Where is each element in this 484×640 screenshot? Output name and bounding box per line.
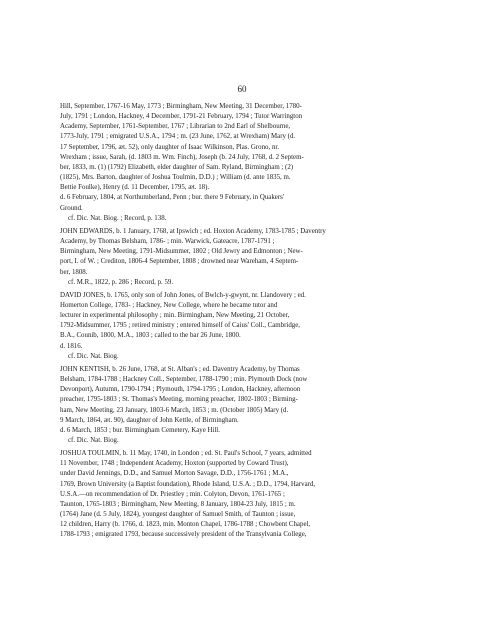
entry-line: 1769, Brown University (a Baptist foundation), Rhode Island, U.S.A. ; D.D., 1794, Harvard, <box>60 480 316 488</box>
entry-line: Homerton College, 1783- ; Hackney, New College, where he became tutor and <box>60 301 278 309</box>
entry-reference: cf. Dic. Nat. Biog. <box>68 437 119 444</box>
entry-kentish <box>60 365 424 446</box>
entry-line: Devonport), Autumn, 1790-1794 ; Plymouth, 1794-1795 ; London, Hackney, afternoon <box>60 386 301 394</box>
entry-edwards <box>60 227 424 288</box>
entry-line: Ground. <box>60 204 83 212</box>
entry-line: Hill, September, 1767-16 May, 1773 ; Birmingham, New Meeting, 31 December, 1780- <box>60 103 302 110</box>
entry-line: Wrexham ; issue, Sarah, (d. 1803 m. Wm. Finch), Joseph (b. 24 July, 1768, d. 2 Septem- <box>60 153 304 161</box>
entry-line: B.A., Counib, 1800, M.A., 1803 ; called to the bar 26 June, 1800. <box>60 332 241 340</box>
entry-line: 17 September, 1796, æt. 52), only daughter of Isaac Wilkinson, Plas. Grono, nr. <box>60 143 280 151</box>
page-number: 60 <box>237 84 247 94</box>
entry-toulmin <box>60 449 424 540</box>
entry-line: July, 1791 ; London, Hackney, 4 December, 1791-21 February, 1794 ; Tutor Warrington <box>60 113 303 121</box>
entry-line: d. 1816. <box>60 342 83 350</box>
entry-line: Academy, by Thomas Belsham, 1786- ; min. Warwick, Gateacre, 1787-1791 ; <box>60 238 275 246</box>
entry-line: port, I. of W. ; Crediton, 1806-4 September, 1808 ; drowned near Wareham, 4 Septem- <box>60 258 299 266</box>
entry-line: (1764) Jane (d. 5 July, 1824), youngest daughter of Samuel Smith, of Taunton ; issue, <box>60 511 296 519</box>
entry-line: preacher, 1795-1803 ; St. Thomas's Meeting, morning preacher, 1802-1803 ; Birming- <box>60 396 298 404</box>
entry-reference: cf. Dic. Nat. Biog. <box>68 352 119 360</box>
entry-line: 1788-1793 ; emigrated 1793, because successively president of the Transylvania College, <box>60 531 307 539</box>
entry-line: (1825), Mrs. Barton, daughter of Joshua Toulmin, D.D.) ; William (d. ante 1835, m. <box>60 174 291 182</box>
entry-line: U.S.A.—on recommendation of Dr. Priestley ; min. Colyton, Devon, 1761-1765 ; <box>60 490 285 498</box>
entry-line: JOHN KENTISH, b. 26 June, 1768, at St. Alban's ; ed. Daventry Academy, by Thomas <box>60 365 300 373</box>
entry-reference: cf. M.R., 1822, p. 286 ; Record, p. 59. <box>68 278 174 286</box>
entry-line: ham, New Meeting, 23 January, 1803-6 March, 1853 ; m. (October 1805) Mary (d. <box>60 406 289 414</box>
entry-line: Taunton, 1765-1803 ; Birmingham, New Meeting, 8 January, 1804-23 July, 1815 ; m. <box>60 500 296 508</box>
entry-reference: cf. Dic. Nat. Biog. ; Record, p. 138. <box>68 214 167 222</box>
entry-line: Birmingham, New Meeting, 1791-Midsummer, 1802 ; Old Jewry and Edmonton ; New- <box>60 248 303 256</box>
entry-line: 12 children, Harry (b. 1766, d. 1823, min. Monton Chapel, 1786-1788 ; Chowbent Chapel, <box>60 521 311 529</box>
entry-line: under David Jennings, D.D., and Samuel Morton Savage, D.D., 1756-1761 ; M.A., <box>60 470 289 478</box>
entry-line: Belsham, 1784-1788 ; Hackney Coll., September, 1788-1790 ; min. Plymouth Dock (now <box>60 376 308 384</box>
entry-line: Academy, September, 1761-September, 1767 ; Librarian to 2nd Earl of Shelbourne, <box>60 123 291 131</box>
entry-line: 9 March, 1864, æt. 90), daughter of John Kettle, of Birmingham. <box>60 416 239 424</box>
entry-line: 1773-July, 1791 ; emigrated U.S.A., 1794 ; m. (23 June, 1762, at Wrexham) Mary (d. <box>60 133 296 141</box>
entry-line: JOSHUA TOULMIN, b. 11 May, 1740, in London ; ed. St. Paul's School, 7 years, admitted <box>60 450 312 458</box>
page-body <box>60 102 424 543</box>
entry-line: JOHN EDWARDS, b. 1 January, 1768, at Ipswich ; ed. Hoxton Academy, 1783-1785 ; Daventry <box>60 227 326 235</box>
entry-line: 11 November, 1748 ; Independent Academy, Hoxton (supported by Coward Trust), <box>60 460 289 468</box>
entry-line: ber, 1833, m. (1) (1792) Elizabeth, elder daughter of Sam. Ryland, Birmingham ; (2) <box>60 163 294 171</box>
entry-line: d. 6 February, 1804, at Northumberland, Penn ; bur. there 9 February, in Quakers' <box>60 194 285 202</box>
entry-jones <box>60 291 424 362</box>
entry-line: ber, 1808. <box>60 268 88 276</box>
entry-priestley <box>60 102 424 224</box>
entry-line: lecturer in experimental philosophy ; min. Birmingham, New Meeting, 21 October, <box>60 312 290 320</box>
entry-line: 1792-Midsummer, 1795 ; retired ministry ; entered himself of Caius' Coll., Cambridge, <box>60 322 300 330</box>
entry-line: d. 6 March, 1853 ; bur. Birmingham Cemetery, Kaye Hill. <box>60 426 220 434</box>
entry-line: Bettie Foulke), Henry (d. 11 December, 1795, æt. 18). <box>60 184 210 192</box>
entry-line: DAVID JONES, b. 1765, only son of John Jones, of Bwlch-y-gwynt, nr. Llandovery ; ed. <box>60 291 306 299</box>
